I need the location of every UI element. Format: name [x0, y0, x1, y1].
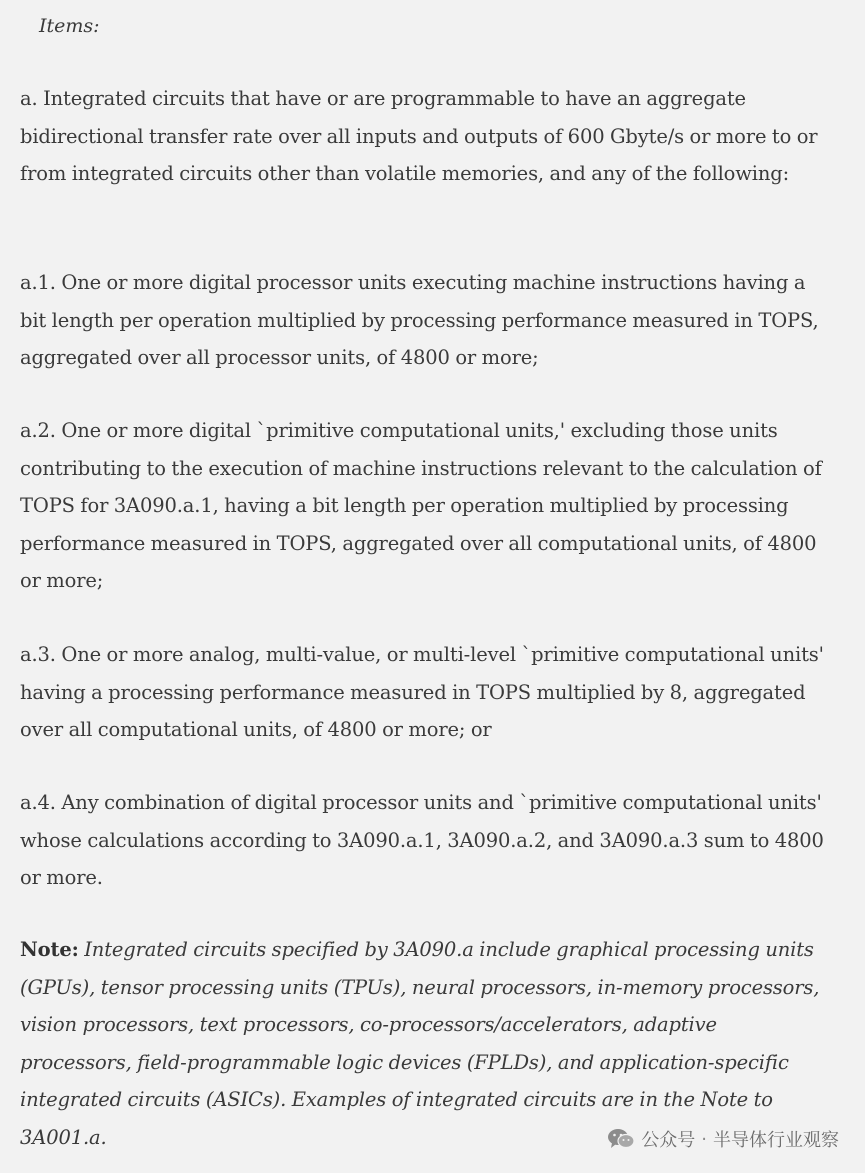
watermark-account: 半导体行业观察: [713, 1130, 839, 1151]
paragraph-a3: a.3. One or more analog, multi-value, or multi-level `primitive computational units' having a processing performance measured in TOPS multiplied by 8, aggregated over all computational units, of 4800 or more; or: [20, 643, 824, 741]
note-text: Integrated circuits specified by 3A090.a include graphical processing units (GPUs), tensor processing units (TPUs), neural processors, in-memory processors, vision processors, text processors, co-processors/accelerators, adaptive processors, field-programmable logic devices (FPLDs), and application-specific integrated circuits (ASICs). Examples of integrated circuits are in the Note to 3A001.a.: [20, 938, 820, 1149]
paragraph-a4: a.4. Any combination of digital processor units and `primitive computational units' whose calculations according to 3A090.a.1, 3A090.a.2, and 3A090.a.3 sum to 4800 or more.: [20, 791, 824, 889]
watermark: [601, 1124, 839, 1154]
watermark-platform: 公众号: [641, 1130, 696, 1151]
paragraph-a1: a.1. One or more digital processor units executing machine instructions having a bit length per operation multiplied by processing performance measured in TOPS, aggregated over all processor units, of 4800 or more;: [20, 271, 819, 369]
note-paragraph: [20, 931, 825, 1156]
note-label: Note:: [20, 938, 79, 961]
wechat-icon: [607, 1128, 635, 1150]
watermark-separator: ·: [701, 1128, 707, 1150]
heading-items: Items:: [39, 15, 100, 37]
paragraph-a: a. Integrated circuits that have or are programmable to have an aggregate bidirectional transfer rate over all inputs and outputs of 600 Gbyte/s or more to or from integrated circuits other than volatile memories, and any of the following:: [20, 87, 818, 185]
paragraph-a2: a.2. One or more digital `primitive computational units,' excluding those units contributing to the execution of machine instructions relevant to the calculation of TOPS for 3A090.a.1, having a bit length per operation multiplied by processing performance measured in TOPS, aggregated over all computational units, of 4800 or more;: [20, 419, 822, 592]
